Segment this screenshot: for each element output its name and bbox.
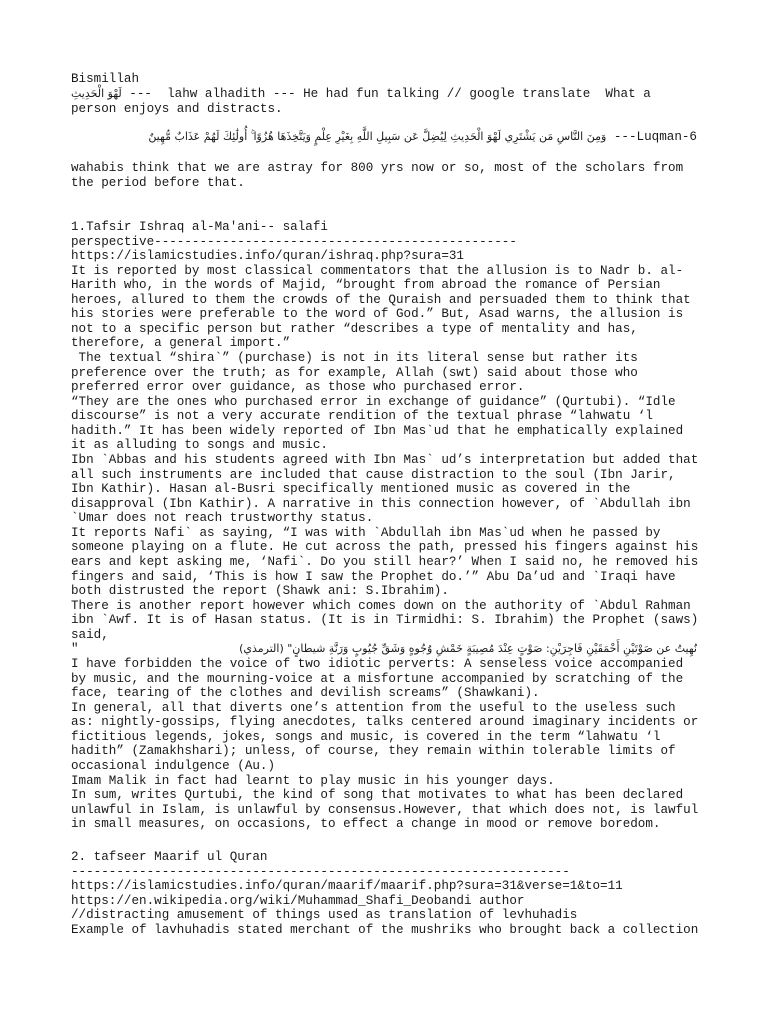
intro-continuation: person enjoys and distracts. [71,102,283,116]
section-heading: 2. tafseer Maarif ul Quran [71,850,268,864]
body-line: in small measures, on occasions, to effect a change in mood or remove boredom. [71,817,661,831]
source-link[interactable]: https://islamicstudies.info/quran/maarif/maarif.php?sura=31&verse=1&to=11 [71,879,623,893]
source-link[interactable]: https://islamicstudies.info/quran/ishraq.php?sura=31 [71,249,464,263]
body-line: Ibn `Abbas and his students agreed with Ibn Mas` ud’s interpretation but added that [71,453,699,467]
body-line: Harith who, in the words of Majid, “brought from abroad the romance of Persian [71,278,661,292]
body-line: The textual “shira`” (purchase) is not in its literal sense but rather its [71,351,638,365]
body-line: fingers and said, ‘This is how I saw the Prophet do.’” Abu Da’ud and `Iraqi have [71,570,676,584]
hadith-quote-mark: " [71,642,79,656]
verse-line [71,130,697,145]
body-line: ibn `Awf. It is of Hasan status. (It is in Tirmidhi: S. Ibrahim) the Prophet (saws) [71,613,699,627]
verse-reference: ---Luqman-6 [613,130,697,144]
body-line: someone playing on a flute. He cut across the path, pressed his fingers against his [71,540,699,554]
verse-arabic: وَمِنَ النَّاسِ مَن يَشْتَرِي لَهْوَ الْحَدِيثِ لِيُضِلَّ عَن سَبِيلِ اللَّهِ بِغَيْرِ عِلْمٍ وَيَتَّخِذَهَا هُزُوًا ۚ أُولَٰئِكَ لَهُمْ عَذَابٌ مُّهِينٌ [148,130,607,143]
body-line: It is reported by most classical commentators that the allusion is to Nadr b. al- [71,264,684,278]
body-line: In general, all that diverts one’s attention from the useful to the useless such [71,701,676,715]
body-line: said, [71,628,109,642]
section-divider: ------------------------------------------------------------------ [71,865,570,879]
body-line: It reports Nafi` as saying, “I was with `Abdullah ibn Mas`ud when he passed by [71,526,661,540]
section-divider: perspective------------------------------------------------ [71,235,517,249]
body-line: There is another report however which comes down on the authority of `Abdul Rahman [71,599,691,613]
body-line: by music, and the mourning-voice at a misfortune accompanied by scratching of the [71,672,684,686]
body-line: discourse” is not a very accurate rendition of the textual phrase “lahwatu ‘l [71,409,653,423]
hadith-arabic: نُهِيتُ عن صَوْتَيْنِ أَحْمَقَيْنِ فَاجِرَيْنِ: صَوْتٍ عِنْدَ مُصِيبَةٍ خَمْشِ وُجُوهٍ وَشَقِّ جُيُوبٍ وَرَنَّةِ شيطانٍ" (الترمذي) [239,642,697,655]
body-line: hadith.” It has been widely reported of Ibn Mas`ud that he emphatically explained [71,424,684,438]
body-line: Imam Malik in fact had learnt to play music in his younger days. [71,774,555,788]
body-line: as: nightly-gossips, flying anecdotes, talks centered around imaginary incidents or [71,715,699,729]
body-line: heroes, allured to them the crowds of the Quraish and persuaded them to think that [71,293,691,307]
body-line: his stories were preferable to the word of God.” But, Asad warns, the allusion is [71,307,684,321]
paragraph-line: wahabis think that we are astray for 800 yrs now or so, most of the scholars from [71,161,684,175]
body-line: Example of lavhuhadis stated merchant of the mushriks who brought back a collection [71,923,699,937]
hadith-line [71,642,697,657]
body-line: face, tearing of the clothes and devilish screams” (Shawkani). [71,686,540,700]
heading-bismillah: Bismillah [71,72,140,86]
intro-line [71,87,711,102]
body-line: disapproval (Ibn Kathir). A narrative in this connection however, of `Abdullah ibn [71,497,691,511]
body-line: In sum, writes Qurtubi, the kind of song that motivates to what has been declared [71,788,684,802]
intro-text: --- lahw alhadith --- He had fun talking // google translate What a [121,87,651,101]
body-line: fictitious legends, jokes, songs and music, is covered in the term “lahwatu ‘l [71,730,661,744]
body-line: not to a specific person but rather “describes a type of mentality and has, [71,322,638,336]
body-line: unlawful in Islam, is unlawful by consensus.However, that which does not, is lawful [71,803,699,817]
body-line: `Umar does not reach trustworthy status. [71,511,374,525]
body-line: it as alluding to songs and music. [71,438,328,452]
arabic-phrase: لَهْوَ الْحَدِيثِ [71,87,122,100]
body-line: preference over the truth; as for example, Allah (swt) said about those who [71,366,638,380]
body-line: preferred error over guidance, as those who purchased error. [71,380,525,394]
section-heading: 1.Tafsir Ishraq al-Ma'ani-- salafi [71,220,328,234]
body-line: both distrusted the report (Shawk ani: S.Ibrahim). [71,584,449,598]
body-line: Ibn Kathir). Hasan al-Busri specifically mentioned music as covered in the [71,482,631,496]
paragraph-line: the period before that. [71,176,245,190]
body-line: hadith” (Zamakhshari); unless, of course, they remain within tolerable limits of [71,744,676,758]
body-line: occasional indulgence (Au.) [71,759,276,773]
source-link[interactable]: https://en.wikipedia.org/wiki/Muhammad_Shafi_Deobandi author [71,894,525,908]
body-line: “They are the ones who purchased error in exchange of guidance” (Qurtubi). “Idle [71,395,676,409]
body-line: I have forbidden the voice of two idiotic perverts: A senseless voice accompanied [71,657,684,671]
body-line: all such instruments are included that cause distraction to the soul (Ibn Jarir, [71,468,676,482]
body-line: //distracting amusement of things used as translation of levhuhadis [71,908,578,922]
body-line: therefore, a general import.” [71,336,291,350]
body-line: ears and kept asking me, ‘Nafi`. Do you still hear?’ When I said no, he removed his [71,555,699,569]
